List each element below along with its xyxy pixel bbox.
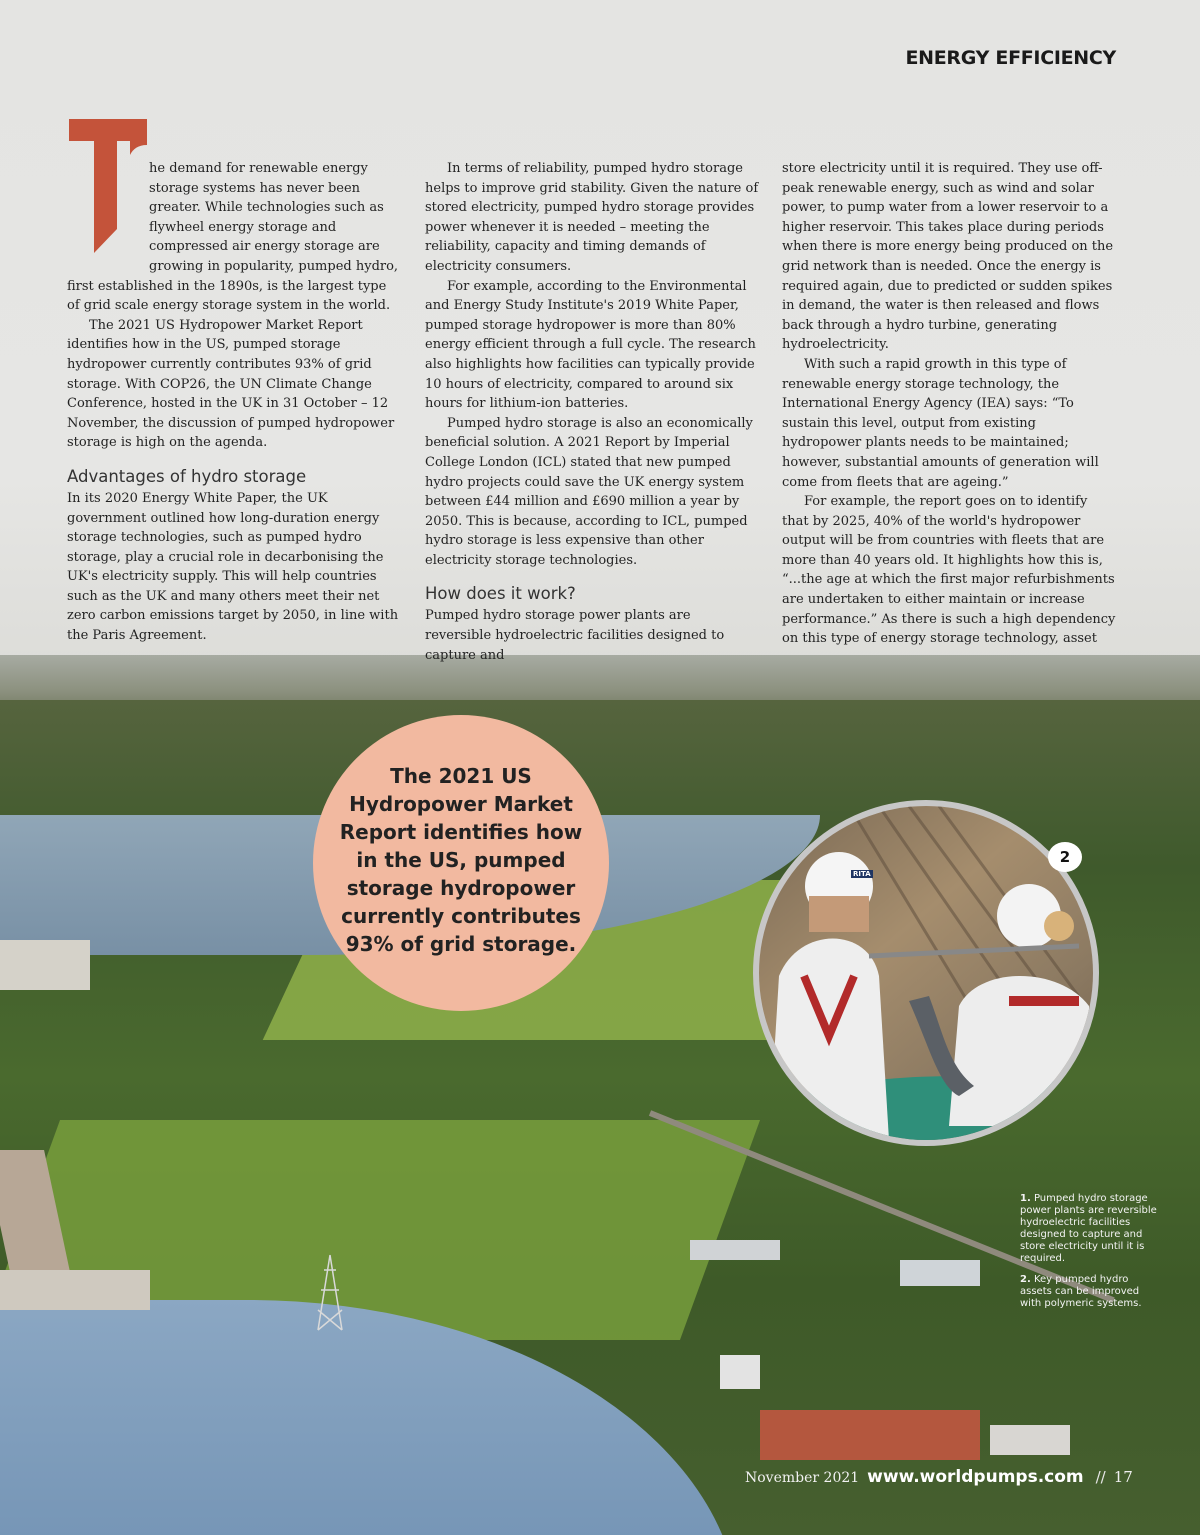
workers-photo [753, 800, 1099, 1146]
page-footer [745, 1467, 1165, 1491]
paragraph: For example, the report goes on to identify that by 2025, 40% of the world's hydropower output will be from countries with fleets that are more than 40 years old. It highlights how this is, “...the age at which the first major refurbishments are undertaken to either maintain or increase performance.” As there is such a high dependency on this type of energy storage technology, asset [782, 494, 1116, 647]
paragraph: Pumped hydro storage power plants are reversible hydroelectric facilities designed to capture and [425, 608, 725, 663]
page-number: 17 [1113, 1468, 1133, 1486]
workers-illustration [759, 806, 1093, 1140]
paragraph: In terms of reliability, pumped hydro storage helps to improve grid stability. Given the nature of stored electricity, pumped hydro storage provides power whenever it is needed – meeting the reliability, capacity and timing demands of electricity consumers. [425, 161, 759, 274]
caption-text: Key pumped hydro assets can be improved with polymeric systems. [1020, 1274, 1142, 1309]
paragraph: For example, according to the Environmental and Energy Study Institute's 2019 White Paper, pumped storage hydropower is more than 80% energy efficient through a full cycle. The research also highlights how facilities can typically provide 10 hours of electricity, compared to around six hours for lithium-ion batteries. [425, 278, 756, 412]
footer-separator: // [1095, 1468, 1106, 1486]
pull-quote-text: The 2021 US Hydropower Market Report identifies how in the US, pumped storage hydropower currently contributes 93% of grid storage. [339, 764, 583, 956]
caption-text: Pumped hydro storage power plants are reversible hydroelectric facilities designed to capture and store electricity until it is required. [1020, 1193, 1157, 1264]
pull-quote-circle [313, 715, 609, 1011]
photo-captions [1020, 1193, 1158, 1319]
photo-number-badge: 2 [1048, 842, 1082, 872]
paragraph: he demand for renewable energy storage systems has never been greater. While technologies such as flywheel energy storage and compressed air energy storage are growing in popularity, pumped hydro, first established in the 1890s, is the largest type of grid scale energy storage system in the world. [67, 161, 399, 314]
helmet-label: RITA [853, 870, 871, 878]
paragraph: With such a rapid growth in this type of renewable energy storage technology, the International Energy Agency (IEA) says: “To sustain this level, output from existing hydropower plants needs to be maintained; however, substantial amounts of generation will come from fleets that are ageing.” [782, 356, 1099, 490]
paragraph: store electricity until it is required. They use off-peak renewable energy, such as wind and solar power, to pump water from a lower reservoir to a higher reservoir. This takes place during periods when there is more energy being produced on the grid network than is needed. Once the energy is required again, due to predicted or sudden spikes in demand, the water is then released and flows back through a hydro turbine, generating hydroelectricity. [782, 161, 1114, 353]
website-link[interactable]: www.worldpumps.com [867, 1467, 1084, 1487]
article-column-2 [425, 159, 759, 665]
article-column-3 [782, 159, 1116, 649]
caption-1 [1020, 1193, 1158, 1265]
paragraph: The 2021 US Hydropower Market Report identifies how in the US, pumped storage hydropower currently contributes 93% of grid storage. With COP26, the UN Climate Change Conference, hosted in the UK in 31 October – 12 November, the discussion of pumped hydropower storage is high on the agenda. [67, 317, 395, 451]
section-label: ENERGY EFFICIENCY [905, 47, 1116, 69]
dropcap-t-graphic [67, 119, 149, 253]
subheading-advantages: Advantages of hydro storage [67, 466, 307, 486]
caption-2 [1020, 1274, 1158, 1310]
paragraph: Pumped hydro storage is also an economically beneficial solution. A 2021 Report by Imperial College London (ICL) stated that new pumped hydro projects could save the UK energy system between £44 million and £690 million a year by 2050. This is because, according to ICL, pumped hydro storage is less expensive than other electricity storage technologies. [425, 415, 753, 568]
paragraph: In its 2020 Energy White Paper, the UK government outlined how long-duration energy storage technologies, such as pumped hydro storage, play a crucial role in decarbonising the UK's electricity supply. This will help countries such as the UK and many others meet their net zero carbon emissions target by 2050, in line with the Paris Agreement. [67, 490, 399, 644]
dropcap-letter [67, 159, 149, 275]
caption-number: 2. [1020, 1274, 1031, 1285]
caption-number: 1. [1020, 1193, 1031, 1204]
issue-date: November 2021 [745, 1470, 860, 1486]
subheading-how-it-works: How does it work? [425, 584, 576, 604]
article-column-1 [67, 159, 401, 646]
